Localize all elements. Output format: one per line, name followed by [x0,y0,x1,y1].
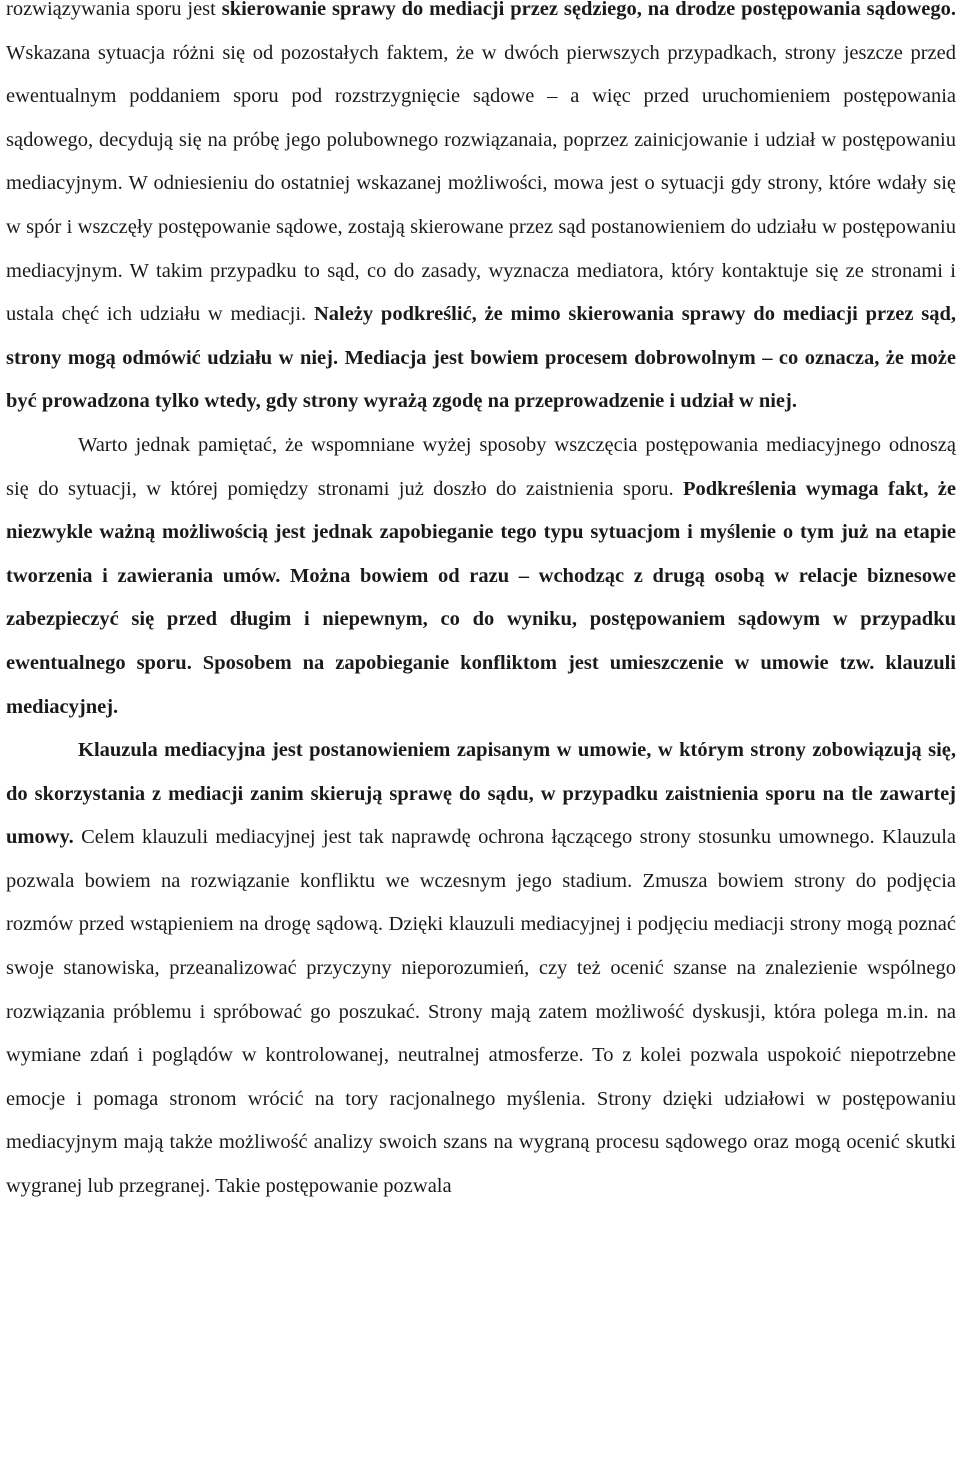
paragraph-prevention [6,424,956,729]
bold-text-segment: Klauzula mediacyjna jest postanowieniem zapisanym w umowie, w którym strony zobowiązują się, do skorzystania z mediacji zanim skierują sprawę do sądu, w przypadku zaistnienia sporu na tle zawartej umowy. [6,739,956,849]
document-page [6,0,956,1209]
text-segment: rozwiązywania sporu jest [6,0,222,20]
bold-text-segment: Należy podkreślić, że mimo skierowania sprawy do mediacji przez sąd, strony mogą odmówić udziału w niej. Mediacja jest bowiem procesem dobrowolnym – co oznacza, że może być prowadzona tylko wtedy, gdy strony wyrażą zgodę na przeprowadzenie i udział w niej. [6,303,956,413]
paragraph-mediation-clause [6,729,956,1209]
text-segment: Celem klauzuli mediacyjnej jest tak naprawdę ochrona łączącego strony stosunku umownego. Klauzula pozwala bowiem na rozwiązanie konfliktu we wczesnym jego stadium. Zmusza bowiem strony do podjęcia rozmów przed wstąpieniem na drogę sądową. Dzięki klauzuli mediacyjnej i podjęciu mediacji strony mogą poznać swoje stanowiska, przeanalizować przyczyny nieporozumień, czy też ocenić szanse na znalezienie wspólnego rozwiązania próblemu i spróbować go poszukać. Strony mają zatem możliwość dyskusji, która polega m.in. na wymiane zdań i poglądów w kontrolowanej, neutralnej atmosferze. To z kolei pozwala uspokoić niepotrzebne emocje i pomaga stronom wrócić na tory racjonalnego myślenia. Strony dzięki udziałowi w postępowaniu mediacyjnym mają także możliwość analizy swoich szans na wygraną procesu sądowego oraz mogą ocenić skutki wygranej lub przegranej. Takie postępowanie pozwala [6,826,956,1198]
paragraph-court-referral [6,0,956,424]
text-segment: Warto jednak pamiętać, że wspomniane wyżej sposoby wszczęcia postępowania mediacyjnego odnoszą się do sytuacji, w której pomiędzy stronami już doszło do zaistnienia sporu. [6,433,956,500]
bold-text-segment: Podkreślenia wymaga fakt, że niezwykle ważną możliwością jest jednak zapobieganie tego typu sytuacjom i myślenie o tym już na etapie tworzenia i zawierania umów. Można bowiem od razu – wchodząc z drugą osobą w relacje biznesowe zabezpieczyć się przed długim i niepewnym, co do wyniku, postępowaniem sądowym w przypadku ewentualnego sporu. Sposobem na zapobieganie konfliktom jest umieszczenie w umowie tzw. klauzuli mediacyjnej. [6,477,957,718]
bold-text-segment: skierowanie sprawy do mediacji przez sędziego, na drodze postępowania sądowego. [221,0,956,20]
text-segment: Wskazana sytuacja różni się od pozostałych faktem, że w dwóch pierwszych przypadkach, strony jeszcze przed ewentualnym poddaniem sporu pod rozstrzygnięcie sądowe – a więc przed uruchomieniem postępowania sądowego, decydują się na próbę jego polubownego rozwiązanaia, poprzez zainicjowanie i udział w postępowaniu mediacyjnym. W odniesieniu do ostatniej wskazanej możliwości, mowa jest o sytuacji gdy strony, które wdały się w spór i wszczęły postępowanie sądowe, zostają skierowane przez sąd postanowieniem do udziału w postępowaniu mediacyjnym. W takim przypadku to sąd, co do zasady, wyznacza mediatora, który kontaktuje się ze stronami i ustala chęć ich udziału w mediacji. [6,41,956,326]
